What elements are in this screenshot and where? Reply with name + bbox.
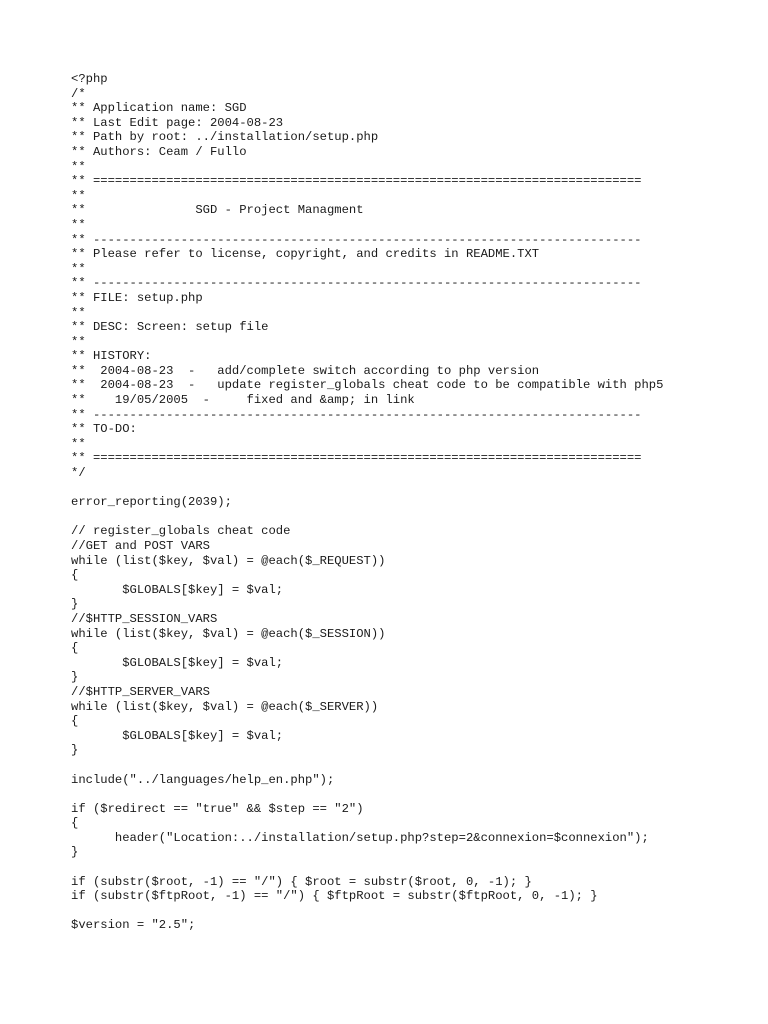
code-line: } <box>71 670 79 685</box>
code-line: ** <box>71 261 86 276</box>
code-line: ** =========================================================================== <box>71 451 642 466</box>
code-line: while (list($key, $val) = @each($_SERVER)) <box>71 699 379 714</box>
code-line: $GLOBALS[$key] = $val; <box>71 582 284 597</box>
code-line: ** --------------------------------------------------------------------------- <box>71 232 642 247</box>
code-line: { <box>71 816 79 831</box>
code-line <box>71 787 663 802</box>
code-line: error_reporting(2039); <box>71 495 232 510</box>
code-line: $GLOBALS[$key] = $val; <box>71 655 284 670</box>
code-line <box>71 481 663 496</box>
code-line: ** <box>71 188 86 203</box>
code-line: } <box>71 743 79 758</box>
code-line: ** --------------------------------------------------------------------------- <box>71 407 642 422</box>
code-line: ** --------------------------------------------------------------------------- <box>71 276 642 291</box>
code-line: if (substr($ftpRoot, -1) == "/") { $ftpRoot = substr($ftpRoot, 0, -1); } <box>71 889 598 904</box>
code-line: ** Authors: Ceam / Fullo <box>71 144 247 159</box>
code-line: ** SGD - Project Managment <box>71 203 364 218</box>
code-line: <?php <box>71 72 108 86</box>
code-line: ** Application name: SGD <box>71 101 247 116</box>
code-line: // register_globals cheat code <box>71 524 291 539</box>
code-line: if ($redirect == "true" && $step == "2") <box>71 801 364 816</box>
code-line: ** 19/05/2005 - fixed and &amp; in link <box>71 393 415 408</box>
code-line: /* <box>71 86 86 101</box>
code-line: ** <box>71 217 86 232</box>
code-line: ** <box>71 436 86 451</box>
code-line: } <box>71 845 79 860</box>
code-line: ** Path by root: ../installation/setup.php <box>71 130 379 145</box>
code-line: ** <box>71 334 86 349</box>
code-line: ** Last Edit page: 2004-08-23 <box>71 115 284 130</box>
code-line: { <box>71 568 79 583</box>
code-line: { <box>71 641 79 656</box>
code-line: */ <box>71 466 86 481</box>
code-line: $GLOBALS[$key] = $val; <box>71 728 284 743</box>
code-line: ** TO-DO: <box>71 422 137 437</box>
code-line: ** 2004-08-23 - add/complete switch according to php version <box>71 363 540 378</box>
code-line: //GET and POST VARS <box>71 539 210 553</box>
code-line: ** 2004-08-23 - update register_globals cheat code to be compatible with php5 <box>71 378 664 393</box>
code-line: } <box>71 597 79 612</box>
code-line: ** HISTORY: <box>71 349 152 364</box>
code-line <box>71 904 663 919</box>
code-line: ** FILE: setup.php <box>71 290 203 305</box>
code-line <box>71 758 663 773</box>
code-line: if (substr($root, -1) == "/") { $root = substr($root, 0, -1); } <box>71 874 532 889</box>
code-line: header("Location:../installation/setup.php?step=2&connexion=$connexion"); <box>71 830 649 845</box>
code-line <box>71 860 663 875</box>
code-line: //$HTTP_SESSION_VARS <box>71 611 218 626</box>
code-line: ** Please refer to license, copyright, and credits in README.TXT <box>71 247 540 262</box>
code-line: while (list($key, $val) = @each($_REQUEST)) <box>71 553 386 568</box>
code-line: include("../languages/help_en.php"); <box>71 772 335 787</box>
code-line: while (list($key, $val) = @each($_SESSION)) <box>71 626 386 641</box>
code-line: ** DESC: Screen: setup file <box>71 320 269 335</box>
code-line: { <box>71 714 79 729</box>
code-listing <box>71 72 663 933</box>
code-line: ** <box>71 305 86 320</box>
code-line: $version = "2.5"; <box>71 918 196 933</box>
code-line: ** <box>71 159 86 174</box>
code-line: ** =========================================================================== <box>71 174 642 189</box>
code-line <box>71 510 663 525</box>
code-line: //$HTTP_SERVER_VARS <box>71 684 210 699</box>
